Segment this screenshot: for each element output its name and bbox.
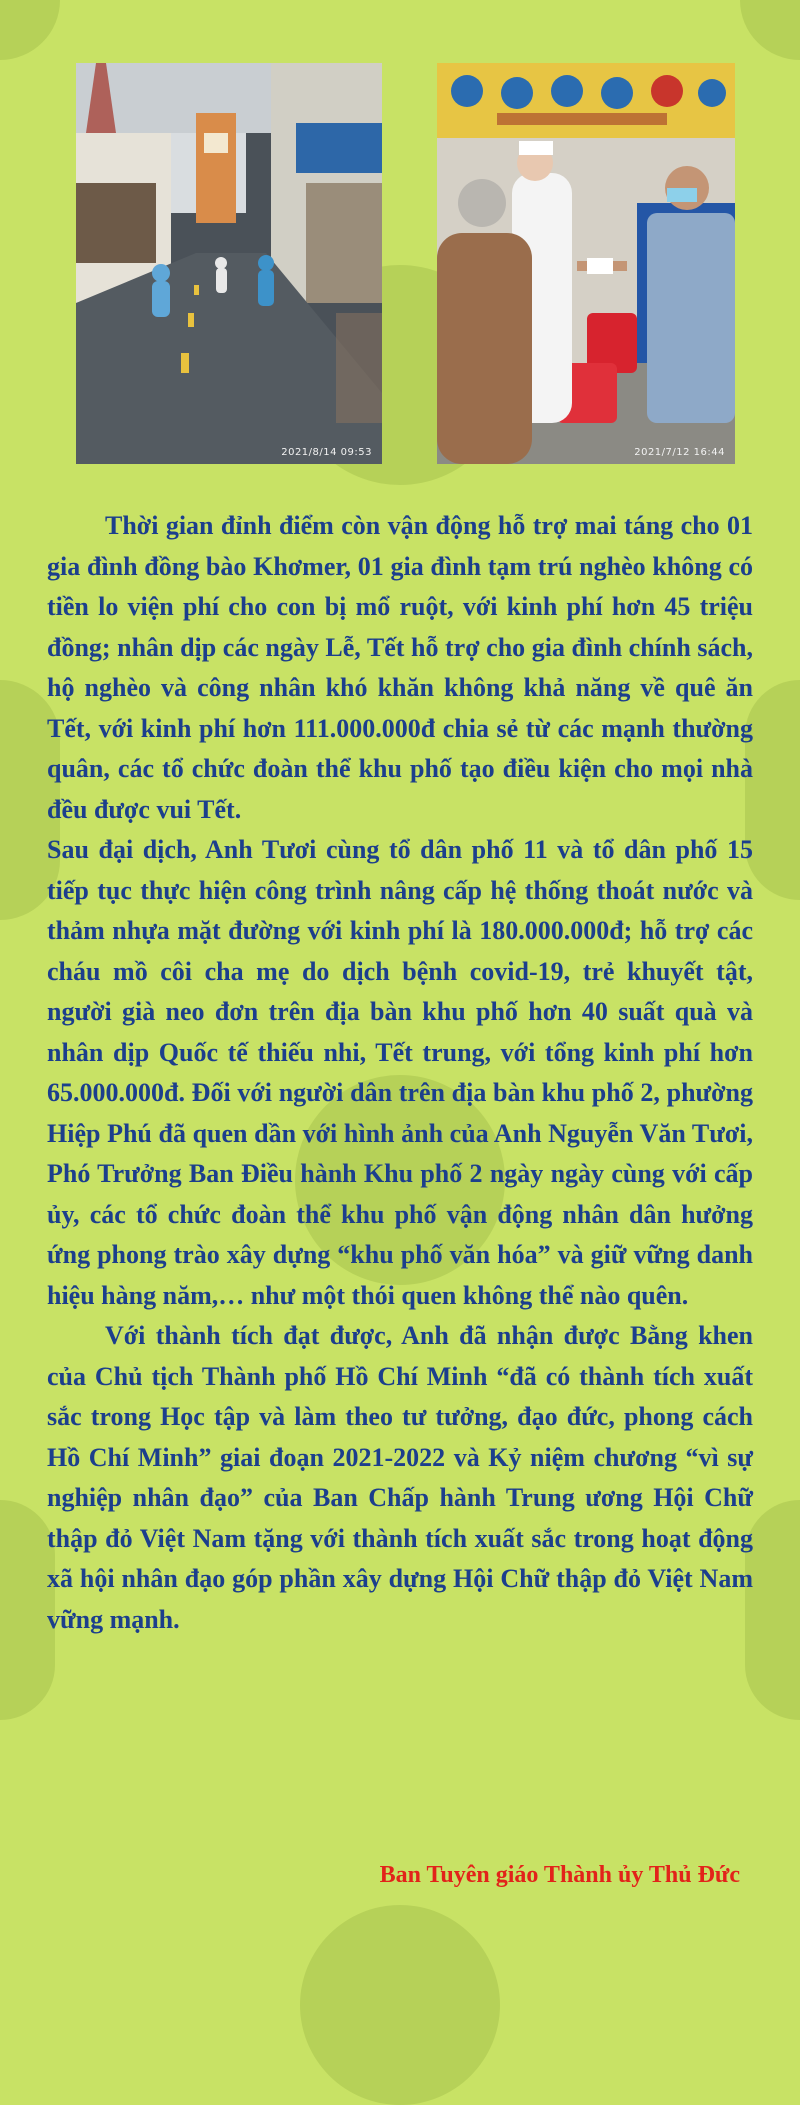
street-disinfection-photo — [76, 63, 382, 464]
article-paragraph: Với thành tích đạt được, Anh đã nhận được Bằng khen của Chủ tịch Thành phố Hồ Chí Minh “đã có thành tích xuất sắc trong Học tập và làm theo tư tưởng, đạo đức, phong cách Hồ Chí Minh” giai đoạn 2021-2022 và Kỷ niệm chương “vì sự nghiệp nhân đạo” của Ban Chấp hành Trung ương Hội Chữ thập đỏ Việt Nam tặng với thành tích xuất sắc trong hoạt động xã hội nhân đạo góp phần xây dựng Hội Chữ thập đỏ Việt Nam vững mạnh. — [47, 1321, 753, 1634]
decor-circle — [745, 680, 800, 900]
author-signature: Ban Tuyên giáo Thành ủy Thủ Đức — [379, 1862, 740, 1888]
aid-handover-illustration — [437, 63, 735, 464]
decor-circle — [740, 0, 800, 60]
decor-circle — [300, 1905, 500, 2105]
street-scene-illustration — [76, 63, 382, 464]
decor-circle — [0, 0, 60, 60]
article-body — [47, 506, 753, 1640]
decor-circle — [745, 1500, 800, 1720]
article-paragraph: Sau đại dịch, Anh Tươi cùng tổ dân phố 11 và tổ dân phố 15 tiếp tục thực hiện công trình nâng cấp hệ thống thoát nước và thảm nhựa mặt đường với kinh phí là 180.000.000đ; hỗ trợ các cháu mồ côi cha mẹ do dịch bệnh covid-19, trẻ khuyết tật, người già neo đơn trên địa bàn khu phố hơn 40 suất quà và nhân dịp Quốc tế thiếu nhi, Tết trung, với tổng kinh phí hơn 65.000.000đ. Đối với người dân trên địa bàn khu phố 2, phường Hiệp Phú đã quen dần với hình ảnh của Anh Nguyễn Văn Tươi, Phó Trưởng Ban Điều hành Khu phố 2 ngày ngày cùng với cấp ủy, các tổ chức đoàn thể khu phố vận động nhân dân hưởng ứng phong trào xây dựng “khu phố văn hóa” và giữ vững danh hiệu hàng năm,… như một thói quen không thể nào quên. — [47, 835, 753, 1310]
photo-timestamp: 2021/7/12 16:44 — [634, 447, 725, 458]
photo-timestamp: 2021/8/14 09:53 — [281, 447, 372, 458]
aid-handover-photo — [437, 63, 735, 464]
article-paragraph: Thời gian đỉnh điểm còn vận động hỗ trợ mai táng cho 01 gia đình đồng bào Khơmer, 01 gia đình tạm trú nghèo không có tiền lo viện phí cho con bị mổ ruột, với kinh phí hơn 45 triệu đồng; nhân dịp các ngày Lễ, Tết hỗ trợ cho gia đình chính sách, hộ nghèo và công nhân khó khăn không khả năng về quê ăn Tết, với kinh phí hơn 111.000.000đ chia sẻ từ các mạnh thường quân, các tổ chức đoàn thể khu phố tạo điều kiện cho mọi nhà đều được vui Tết. — [47, 511, 753, 824]
